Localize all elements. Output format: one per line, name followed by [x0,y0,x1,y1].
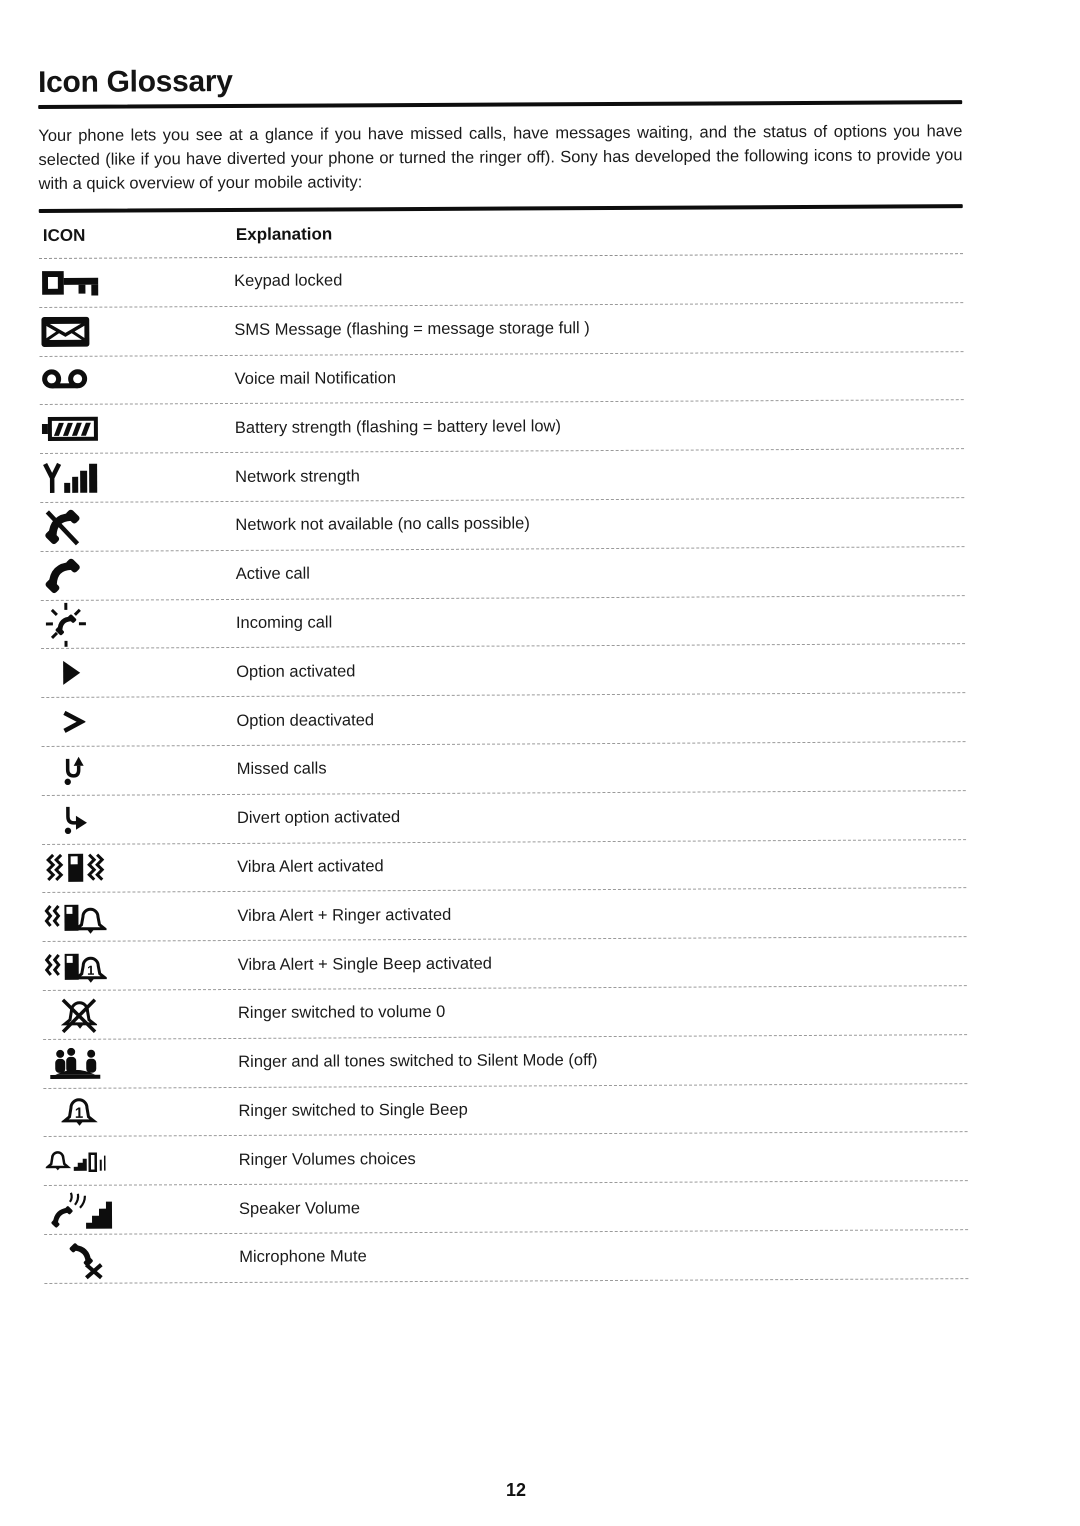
table-row [41,693,965,747]
table-row [40,401,964,455]
divert-activated-icon [62,804,88,834]
sms-message-icon [41,316,89,346]
table-row [44,1132,968,1186]
table-row [41,596,965,650]
table-row [42,840,966,894]
table-row [44,1230,968,1284]
network-unavailable-icon [42,507,82,547]
single-beep-icon [61,1095,97,1129]
voicemail-icon [42,368,88,392]
explanation-text: Ringer Volumes choices [238,1149,416,1169]
page-number: 12 [505,1480,527,1500]
explanation-text: Option activated [236,662,356,681]
explanation-text: Voice mail Notification [234,369,397,388]
explanation-text: Speaker Volume [238,1198,361,1218]
explanation-text: Microphone Mute [239,1247,367,1267]
table-row [42,791,966,845]
explanation-text: Ringer and all tones switched to Silent Mode (off) [238,1051,598,1072]
table-row [40,498,964,552]
speaker-volume-icon [50,1189,114,1231]
explanation-text: Battery strength (flashing = battery level low) [234,417,561,437]
table-row [39,303,963,357]
title-rule [38,100,962,109]
explanation-text: Network strength [235,466,360,486]
table-row [42,742,966,796]
explanation-text: Vibra Alert + Ringer activated [237,905,452,925]
explanation-text: Keypad locked [234,271,343,291]
table-row [40,352,964,406]
vibra-alert-icon [44,852,106,884]
explanation-text: Vibra Alert activated [237,857,384,876]
svg-text:1: 1 [74,1105,84,1123]
page-title: Icon Glossary [38,64,233,99]
intro-paragraph: Your phone lets you see at a glance if you have missed calls, have messages waiting, and the status of options you have selected (like if you have diverted your phone or turned the ringer off). Sony has developed the following icons to provide you with a quick overview of your mobile activity: [38,122,963,193]
table-row [41,645,965,699]
table-row [43,1084,967,1138]
explanation-text: Vibra Alert + Single Beep activated [237,954,493,974]
silent-mode-icon [49,1047,101,1079]
explanation-text: SMS Message (flashing = message storage full ) [234,319,590,340]
vibra-single-beep-icon [45,948,107,984]
option-deactivated-icon [61,710,85,734]
table-header [39,208,963,259]
table-row [43,937,967,991]
table-row [42,889,966,943]
incoming-call-icon [43,601,89,647]
explanation-text: Option deactivated [236,710,375,730]
table-row [44,1181,968,1235]
battery-icon [42,415,100,443]
table-row [43,1035,967,1089]
ringer-volumes-icon [46,1148,108,1174]
table-row [41,547,965,601]
missed-calls-icon [62,756,88,786]
explanation-text: Network not available (no calls possible) [235,514,530,535]
ringer-volume-zero-icon [61,996,97,1034]
active-call-icon [43,555,83,595]
key-icon [41,267,100,299]
document-content [38,61,968,1284]
explanation-text: Divert option activated [236,808,401,828]
table-row [39,254,963,308]
network-strength-icon [42,462,98,494]
icon-column-header: ICON [42,225,86,245]
explanation-text: Incoming call [235,613,333,632]
svg-text:1: 1 [87,962,95,978]
explanation-column-header: Explanation [235,224,333,244]
vibra-ringer-icon [44,899,106,935]
option-activated-icon [61,660,81,686]
explanation-text: Missed calls [236,759,327,779]
explanation-text: Active call [235,564,310,584]
microphone-mute-icon [64,1237,104,1279]
explanation-text: Ringer switched to Single Beep [238,1100,468,1120]
table-row [40,449,964,503]
explanation-text: Ringer switched to volume 0 [237,1003,446,1023]
table-row [43,986,967,1040]
